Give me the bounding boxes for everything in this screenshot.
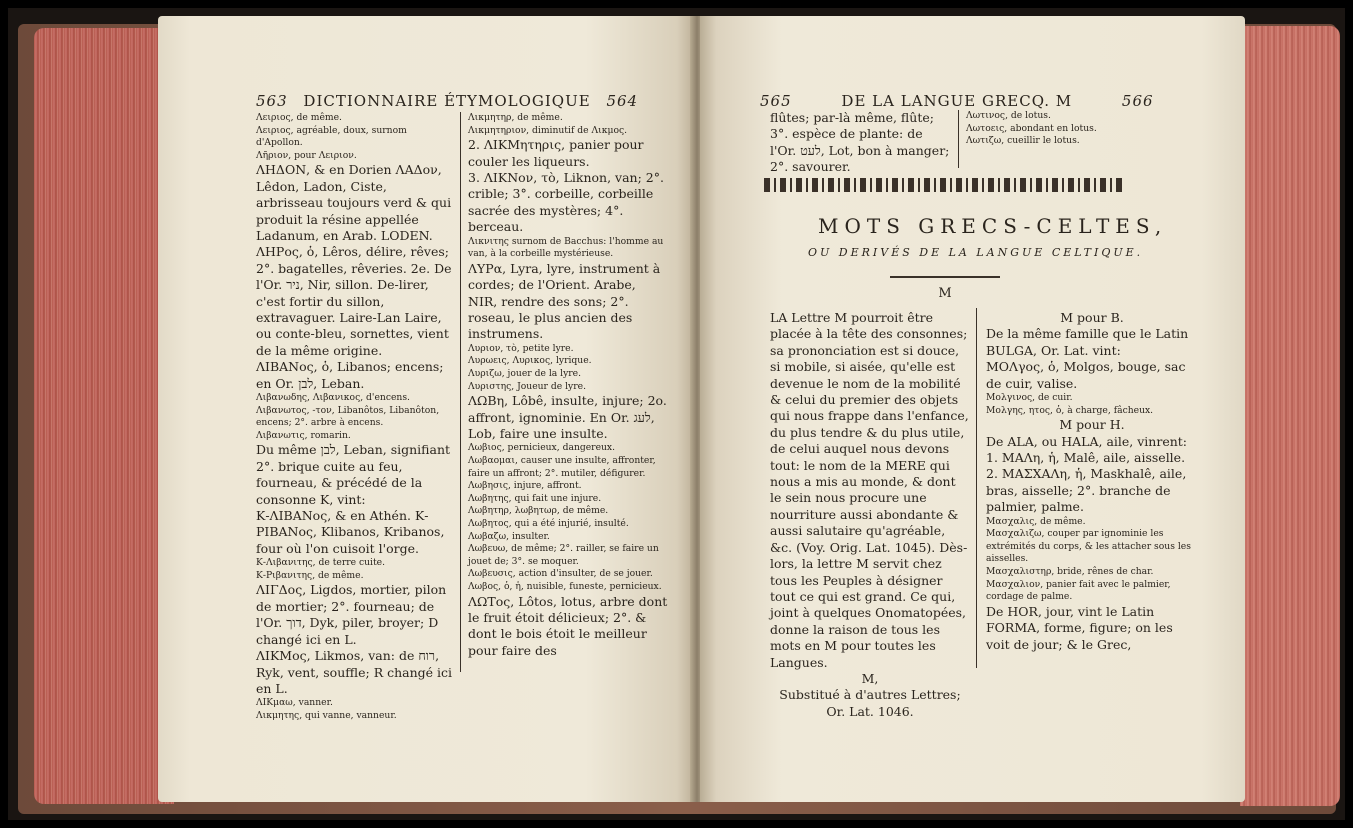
dictionary-entry: Λωτιζω, cueillir le lotus. <box>966 135 1080 147</box>
dictionary-entry: Λυριζω, jouer de la lyre. <box>468 368 582 380</box>
dictionary-entry: Λιβανωδης, Λιβανικος, d'encens. <box>256 392 410 404</box>
dictionary-entry: M pour H. <box>1059 417 1125 433</box>
section-title: MOTS GRECS-CELTES, <box>818 214 1168 238</box>
page-number-565: 565 <box>760 92 792 110</box>
dictionary-entry: Λικμητηρ, de même. <box>468 112 563 123</box>
section-rule <box>890 276 1000 278</box>
dictionary-entry: Μασχαλιστηρ, bride, rênes de char. <box>986 566 1154 578</box>
dictionary-entry: Λωτοεις, abondant en lotus. <box>966 122 1097 134</box>
dictionary-entry: ΛΙΚΜος, Likmos, van: de רוח, Ryk, vent, souffle; R changé ici en L. <box>256 648 453 696</box>
dictionary-entry: ΛΩΤος, Lôtos, lotus, arbre dont le fruit étoit délicieux; 2°. & dont le bois étoit le meilleur pour faire des <box>468 593 668 658</box>
dictionary-entry: Λωβος, ὁ, ἡ, nuisible, funeste, pernicieux. <box>468 580 662 592</box>
dictionary-entry: De HOR, jour, vint le Latin FORMA, forme, figure; on les voit de jour; & le Grec, <box>986 603 1173 652</box>
dictionary-entry: Substitué à d'autres Lettres; Or. Lat. 1046. <box>779 687 961 719</box>
dictionary-entry: flûtes; par-là même, flûte; 3°. espèce de plante: de l'Or. לעט, Lot, bon à manger; 2°. savourer. <box>770 110 950 175</box>
dictionary-entry: Λειριος, agréable, doux, surnom d'Apollon. <box>256 124 407 149</box>
dictionary-entry: Λωβητηρ, λωβητωρ, de même. <box>468 505 609 517</box>
left-running-title: DICTIONNAIRE ÉTYMOLOGIQUE <box>303 92 591 110</box>
right-running-title: DE LA LANGUE GRECQ. M <box>841 92 1073 110</box>
left-page-header <box>256 92 676 110</box>
dictionary-entry: Λυριον, τὸ, petite lyre. <box>468 342 574 354</box>
right-top-column-1 <box>770 110 952 176</box>
dictionary-entry: Λωβαομαι, causer une insulte, affronter, faire un affront; 2°. mutiler, défigurer. <box>468 455 656 479</box>
dictionary-entry: ΛΙΒΑΝος, ὁ, Libanos; encens; en Or. לבן, Leban. <box>256 359 444 391</box>
dictionary-entry: 3. ΛΙΚΝον, τὸ, Liknon, van; 2°. crible; 3°. corbeille, corbeille sacrée des mystères; 4°. berceau. <box>468 170 664 235</box>
dictionary-entry: Λωβητης, qui fait une injure. <box>468 492 602 504</box>
top-column-divider <box>958 110 959 168</box>
dictionary-entry: Λωβιος, pernicieux, dangereux. <box>468 442 616 454</box>
right-page-edges <box>1240 26 1340 806</box>
dictionary-entry: 2. ΜΑΣΧΑΛη, ἡ, Maskhalê, aile, bras, aisselle; 2°. branche de palmier, palme. <box>986 466 1187 515</box>
dictionary-entry: Λυριστης, Joueur de lyre. <box>468 380 586 392</box>
dictionary-entry: 2. ΛΙΚΜητηρις, panier pour couler les liqueurs. <box>468 137 644 169</box>
dictionary-entry: Λωβησις, injure, affront. <box>468 480 582 492</box>
dictionary-entry: Κ-Ριβανιτης, de même. <box>256 569 364 581</box>
dictionary-entry: Λειριος, de même. <box>256 112 342 123</box>
dictionary-entry: Du même לבן, Leban, signifiant 2°. brique cuite au feu, fourneau, & précédé de la consonne K, vint: <box>256 442 451 507</box>
dictionary-entry: De la même famille que le Latin BULGA, Or. Lat. vint: <box>986 326 1189 358</box>
dictionary-entry: Κ-Λιβανιτης, de terre cuite. <box>256 557 386 569</box>
dictionary-entry: M, <box>861 670 879 686</box>
dictionary-entry: Λιβανωτος, -τον, Libanôtos, Libanôton, encens; 2°. arbre à encens. <box>256 404 440 429</box>
section-subtitle: OU DERIVÉS DE LA LANGUE CELTIQUE. <box>808 246 1144 259</box>
dictionary-entry: Μασχαλιζω, couper par ignominie les extrémités du corps, & les attacher sous les aisselles. <box>986 528 1191 565</box>
dictionary-entry: Μασχαλις, de même. <box>986 515 1086 527</box>
dictionary-entry: Λωβητος, qui a été injurié, insulté. <box>468 518 629 529</box>
dictionary-entry: Λῆριον, pour Λειριον. <box>256 149 357 161</box>
right-page-header <box>760 92 1170 110</box>
page-number-564: 564 <box>606 92 639 110</box>
dictionary-entry: Λωβευσις, action d'insulter, de se jouer. <box>468 568 653 580</box>
dictionary-entry: ΛΙΚμαω, vanner. <box>256 697 333 709</box>
dictionary-entry: Κ-ΛΙΒΑΝος, & en Athén. Κ-ΡΙΒΑΝος, Klibanos, Kribanos, four où l'on cuisoit l'orge. <box>256 508 445 556</box>
dictionary-entry: Μασχαλιον, panier fait avec le palmier, cordage de palme. <box>986 578 1171 603</box>
dictionary-entry: ΛΙΓΔος, Ligdos, mortier, pilon de mortier; 2°. fourneau; de l'Or. דוך, Dyk, piler, broyer; D changé ici en L. <box>256 582 447 647</box>
dictionary-entry: 1. ΜΑΛη, ἡ, Malê, aile, aisselle. <box>986 450 1186 466</box>
left-page-edges <box>34 28 174 804</box>
right-top-column-2 <box>966 110 1116 148</box>
dictionary-entry: ΛΗΔΟΝ, & en Dorien ΛΑΔον, Lêdon, Ladon, Ciste, arbrisseau toujours verd & qui produit la résine appellée Ladanum, en Arab. LODEN. <box>256 162 452 243</box>
dictionary-entry: Λικνιτης surnom de Bacchus: l'homme au van, à la corbeille mystérieuse. <box>468 235 664 260</box>
left-column-1 <box>256 112 454 723</box>
dictionary-entry: LA Lettre M pourroit être placée à la tête des consonnes; sa prononciation est si douce, si mobile, si aisée, qu'elle est devenue le nom de la mobilité & celui du premier des objets qui nous frappe dans l'enfance, du plus tendre & du plus utile, de celui auquel nous devons tout: le nom de la MERE qui nous a mis au monde, & dont le sein nous procure une nourriture aussi abondante & aussi salutaire qu'agréable, &c. (Voy. Orig. Lat. 1045). Dès-lors, la lettre M servit chez tous les Peuples à désigner tout ce qui est grand. Ce qui, joint à quelques Onomatopées, donne la raison de tous les mots en M pour toutes les Langues. <box>770 310 969 670</box>
dictionary-entry: Λιβανωτις, romarin. <box>256 429 351 441</box>
right-column-2 <box>986 310 1198 653</box>
dictionary-entry: Λωβαζω, insulter. <box>468 530 550 542</box>
dictionary-entry: ΛΩΒη, Lôbê, insulte, injure; 2o. affront, ignominie. En Or. לעג, Lob, faire une insulte. <box>468 393 667 442</box>
dictionary-entry: ΛΥΡα, Lyra, lyre, instrument à cordes; de l'Orient. Arabe, NIR, rendre des sons; 2°. roseau, le plus ancien des instrumens. <box>468 260 661 342</box>
page-number-566: 566 <box>1121 92 1154 110</box>
column-divider <box>460 112 461 672</box>
dictionary-entry: ΜΟΛγος, ὁ, Molgos, bouge, sac de cuir, valise. <box>986 359 1186 391</box>
left-page <box>158 16 693 802</box>
right-column-1 <box>770 310 970 720</box>
section-letter: M <box>938 286 952 301</box>
dictionary-entry: De ALA, ou HALA, aile, vinrent: <box>986 433 1188 449</box>
dictionary-entry: Λωτινος, de lotus. <box>966 110 1051 121</box>
dictionary-entry: Λικμητης, qui vanne, vanneur. <box>256 709 397 721</box>
dictionary-entry: M pour B. <box>1060 310 1124 325</box>
dictionary-entry: Λικμητηριον, diminutif de Λικμος. <box>468 124 628 136</box>
dictionary-entry: Μολγινος, de cuir. <box>986 392 1073 404</box>
ornament-band <box>764 178 1126 192</box>
dictionary-entry: Λυρωεις, Λυρικος, lyrique. <box>468 355 592 367</box>
dictionary-entry: ΛΗΡος, ὁ, Lêros, délire, rêves; 2°. bagatelles, rêveries. 2e. De l'Or. ניר, Nir, sillon. De-lirer, c'est fortir du sillon, extravaguer. Laire-Lan Laire, ou conte-bleu, sornettes, vient de la même origine. <box>256 244 452 358</box>
right-page <box>700 16 1245 802</box>
page-number-563: 563 <box>256 92 288 110</box>
dictionary-entry: Μολγης, ητος, ὁ, à charge, fâcheux. <box>986 404 1154 416</box>
right-column-divider <box>976 308 977 668</box>
left-column-2 <box>468 112 668 659</box>
dictionary-entry: Λωβευω, de même; 2°. railler, se faire un jouet de; 3°. se moquer. <box>468 543 659 567</box>
